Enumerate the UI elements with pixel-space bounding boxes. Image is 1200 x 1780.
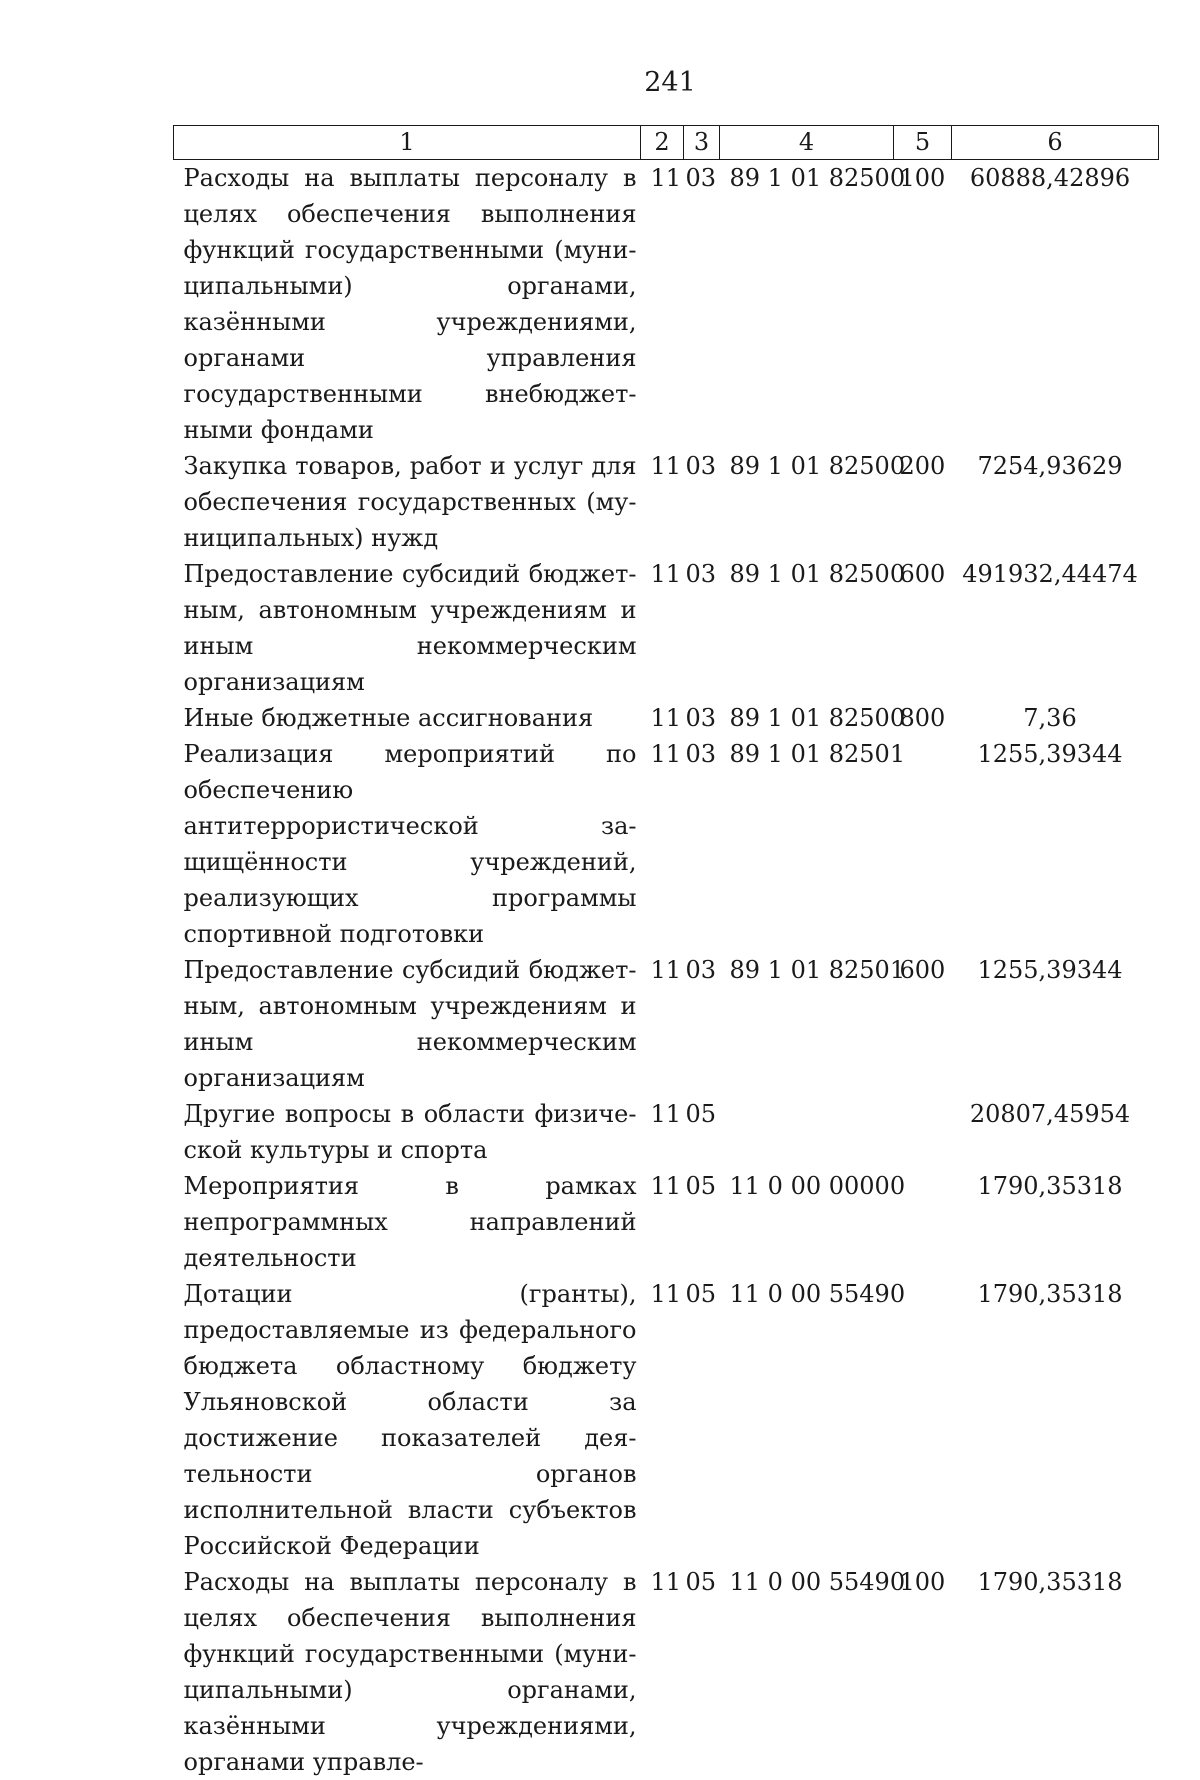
table-row	[174, 736, 1159, 952]
table-row	[174, 448, 1159, 556]
row-description: Предоставление субсидий бюджетным, автономным учреждениям и иным некоммерческим организациям	[174, 952, 641, 1096]
row-subsection-code: 03	[684, 700, 720, 736]
row-subsection-code: 05	[684, 1276, 720, 1564]
header-col-3: 3	[684, 126, 720, 160]
row-subsection-code: 05	[684, 1096, 720, 1168]
table-row	[174, 700, 1159, 736]
row-expense-type-code: 600	[894, 952, 952, 1096]
row-section-code: 11	[641, 448, 684, 556]
page-number: 241	[0, 66, 1200, 100]
row-target-article-code: 89 1 01 82500	[720, 160, 894, 449]
row-target-article-code	[720, 1096, 894, 1168]
row-expense-type-code: 800	[894, 700, 952, 736]
row-expense-type-code: 600	[894, 556, 952, 700]
row-amount: 7,36	[952, 700, 1159, 736]
table-row	[174, 1168, 1159, 1276]
table-body	[174, 160, 1159, 1780]
row-section-code: 11	[641, 1096, 684, 1168]
row-target-article-code: 89 1 01 82500	[720, 448, 894, 556]
row-target-article-code: 89 1 01 82501	[720, 952, 894, 1096]
table-header-row	[174, 126, 1159, 160]
row-target-article-code: 89 1 01 82500	[720, 700, 894, 736]
table-row	[174, 556, 1159, 700]
row-section-code: 11	[641, 1168, 684, 1276]
table-row	[174, 1096, 1159, 1168]
row-section-code: 11	[641, 952, 684, 1096]
row-amount: 1790,35318	[952, 1276, 1159, 1564]
row-section-code: 11	[641, 700, 684, 736]
row-expense-type-code	[894, 1276, 952, 1564]
row-amount: 1790,35318	[952, 1168, 1159, 1276]
row-description: Расходы на выплаты персоналу в целях обеспечения выполнения функций государственными (муниципальными) органами, казёнными учреждениями, органами управления государственными внебюджетными фондами	[174, 160, 641, 449]
header-col-6: 6	[952, 126, 1159, 160]
row-description: Расходы на выплаты персоналу в целях обеспечения выполнения функций государственными (муниципальными) органами, казёнными учреждениями, органами управле-	[174, 1564, 641, 1780]
table-row	[174, 952, 1159, 1096]
row-description: Другие вопросы в области физической культуры и спорта	[174, 1096, 641, 1168]
header-col-4: 4	[720, 126, 894, 160]
header-col-2: 2	[641, 126, 684, 160]
table-row	[174, 1564, 1159, 1780]
row-subsection-code: 03	[684, 952, 720, 1096]
row-amount: 7254,93629	[952, 448, 1159, 556]
row-expense-type-code: 100	[894, 1564, 952, 1780]
row-expense-type-code: 100	[894, 160, 952, 449]
row-subsection-code: 03	[684, 736, 720, 952]
budget-table	[173, 125, 1159, 1780]
row-target-article-code: 89 1 01 82501	[720, 736, 894, 952]
row-subsection-code: 03	[684, 556, 720, 700]
row-subsection-code: 03	[684, 160, 720, 449]
row-amount: 491932,44474	[952, 556, 1159, 700]
row-subsection-code: 05	[684, 1168, 720, 1276]
row-expense-type-code	[894, 1096, 952, 1168]
row-description: Закупка товаров, работ и услуг для обеспечения государственных (муниципальных) нужд	[174, 448, 641, 556]
table-row	[174, 1276, 1159, 1564]
row-amount: 20807,45954	[952, 1096, 1159, 1168]
row-description: Иные бюджетные ассигнования	[174, 700, 641, 736]
row-section-code: 11	[641, 1564, 684, 1780]
row-subsection-code: 03	[684, 448, 720, 556]
row-expense-type-code: 200	[894, 448, 952, 556]
row-description: Дотации (гранты), предоставляемые из федерального бюджета областному бюджету Ульяновской области за достижение показателей деятельности органов исполнительной власти субъектов Российской Федерации	[174, 1276, 641, 1564]
row-amount: 1255,39344	[952, 736, 1159, 952]
row-description: Предоставление субсидий бюджетным, автономным учреждениям и иным некоммерческим организациям	[174, 556, 641, 700]
table-row	[174, 160, 1159, 449]
header-col-1: 1	[174, 126, 641, 160]
row-amount: 1255,39344	[952, 952, 1159, 1096]
row-description: Мероприятия в рамках непрограммных направлений деятельности	[174, 1168, 641, 1276]
row-section-code: 11	[641, 1276, 684, 1564]
row-section-code: 11	[641, 736, 684, 952]
row-section-code: 11	[641, 160, 684, 449]
row-subsection-code: 05	[684, 1564, 720, 1780]
row-amount: 1790,35318	[952, 1564, 1159, 1780]
row-section-code: 11	[641, 556, 684, 700]
header-col-5: 5	[894, 126, 952, 160]
row-amount: 60888,42896	[952, 160, 1159, 449]
row-description: Реализация мероприятий по обеспечению антитеррористической защищённости учреждений, реализующих программы спортивной подготовки	[174, 736, 641, 952]
row-target-article-code: 89 1 01 82500	[720, 556, 894, 700]
row-target-article-code: 11 0 00 55490	[720, 1276, 894, 1564]
table-header	[174, 126, 1159, 160]
row-target-article-code: 11 0 00 00000	[720, 1168, 894, 1276]
row-target-article-code: 11 0 00 55490	[720, 1564, 894, 1780]
